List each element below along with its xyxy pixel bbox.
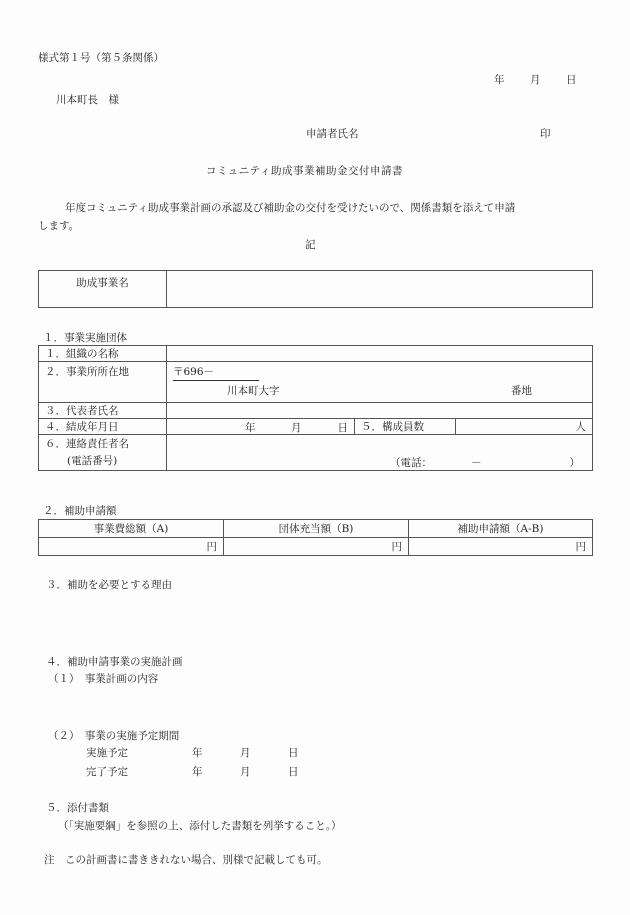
seal-mark: 印 (540, 128, 551, 140)
yen-unit: 円 (206, 541, 217, 553)
date-day-label: 日 (566, 74, 577, 86)
representative-field[interactable] (167, 403, 593, 419)
end-month: 月 (240, 766, 251, 778)
contact-field[interactable] (167, 435, 593, 471)
founded-month: 月 (291, 422, 302, 434)
section5-heading: ５．添付書類 (46, 802, 109, 814)
addressee: 川本町長 様 (56, 94, 119, 106)
yen-unit: 円 (575, 541, 586, 553)
banchi-label: 番地 (511, 385, 532, 397)
address-label: ２．事業所所在地 (39, 362, 167, 403)
section4-heading: ４．補助申請事業の実施計画 (46, 656, 183, 668)
section4-sub2: （２） 事業の実施予定期間 (48, 730, 180, 742)
end-period-label: 完了予定 (86, 766, 128, 778)
ki-heading: 記 (305, 239, 316, 251)
phone-open: （電話： (390, 457, 432, 469)
section4-sub1: （１） 事業計画の内容 (48, 673, 159, 685)
subsidy-amount-table (38, 519, 593, 556)
members-unit: 人 (575, 421, 586, 433)
group-share-field[interactable] (224, 538, 409, 556)
start-year: 年 (192, 747, 203, 759)
founded-label: ４．結成年月日 (39, 419, 167, 435)
contact-name-label: ６．連絡責任者名 (45, 437, 129, 450)
col-total-cost: 事業費総額（A) (39, 520, 224, 538)
founded-day: 日 (337, 422, 348, 434)
org-name-field[interactable] (167, 346, 593, 362)
founded-year: 年 (245, 422, 256, 434)
section2-heading: ２．補助申請額 (43, 505, 117, 517)
project-name-table (38, 270, 593, 308)
start-period-label: 実施予定 (86, 747, 128, 759)
col-subsidy-request: 補助申請額（A-B) (409, 520, 593, 538)
applicant-name-label: 申請者氏名 (306, 128, 359, 140)
representative-label: ３．代表者氏名 (39, 403, 167, 419)
col-group-share: 団体充当額（B) (224, 520, 409, 538)
section1-heading: １．事業実施団体 (43, 332, 127, 344)
founded-date-field[interactable] (167, 419, 355, 435)
phone-dash: － (471, 457, 482, 469)
address-field[interactable] (167, 362, 593, 403)
organization-table (38, 345, 593, 471)
form-id: 様式第１号（第５条関係） (38, 52, 164, 64)
members-field[interactable] (456, 419, 593, 435)
zip-code: 〒696－ (173, 364, 259, 381)
footnote: 注 この計画書に書ききれない場合、別様で記載しても可。 (44, 854, 328, 866)
end-year: 年 (192, 766, 203, 778)
subsidy-request-field[interactable] (409, 538, 593, 556)
org-name-label: １．組織の名称 (39, 346, 167, 362)
start-day: 日 (288, 747, 299, 759)
document-title: コミュニティ助成事業補助金交付申請書 (206, 165, 403, 177)
phone-close: ） (569, 457, 580, 469)
project-name-label: 助成事業名 (39, 271, 167, 308)
start-month: 月 (240, 747, 251, 759)
yen-unit: 円 (391, 541, 402, 553)
intro-text-line2: します。 (38, 220, 80, 232)
section5-note: （「実施要綱」を参照の上、添付した書類を列挙すること。） (58, 820, 342, 832)
end-day: 日 (288, 766, 299, 778)
project-name-field[interactable] (167, 271, 593, 308)
total-cost-field[interactable] (39, 538, 224, 556)
members-label: ５．構成員数 (355, 419, 456, 435)
contact-phone-label: (電話番号) (67, 454, 118, 467)
date-year-label: 年 (494, 74, 505, 86)
contact-label (39, 435, 167, 471)
intro-text-line1: 年度コミュニティ助成事業計画の承認及び補助金の交付を受けたいので、関係書類を添えて申請 (65, 202, 516, 214)
section3-heading: ３．補助を必要とする理由 (46, 579, 172, 591)
date-month-label: 月 (530, 74, 541, 86)
town-label: 川本町大字 (227, 385, 280, 397)
